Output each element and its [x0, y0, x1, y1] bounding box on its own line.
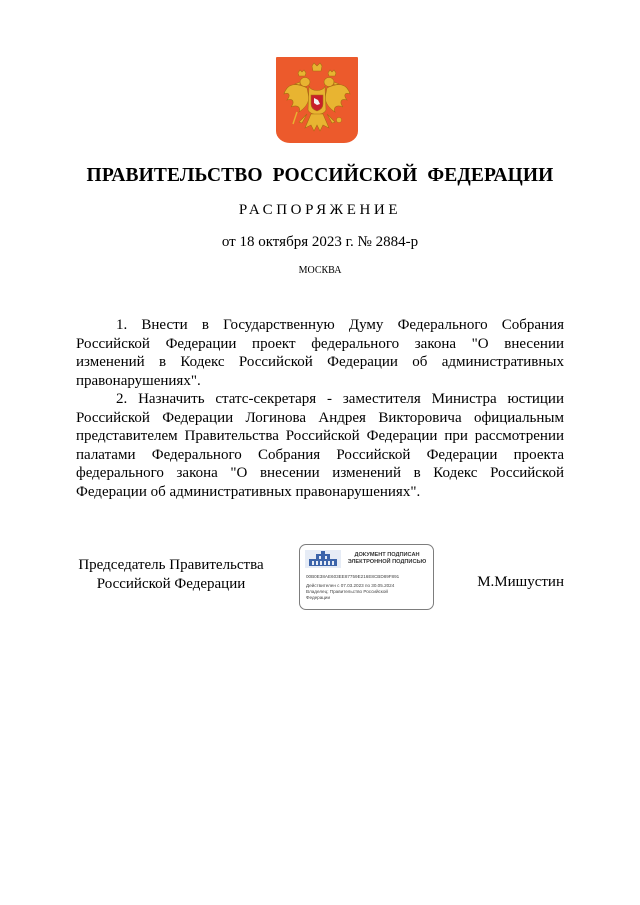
stamp-owner-line-2: Федерации: [306, 595, 331, 600]
signer-name: М.Мишустин: [477, 574, 564, 590]
document-city: МОСКВА: [298, 265, 342, 276]
signer-position-line-2: Российской Федерации: [96, 575, 246, 592]
government-title: ПРАВИТЕЛЬСТВО РОССИЙСКОЙ ФЕДЕРАЦИИ: [86, 165, 554, 186]
coat-of-arms-emblem: [276, 57, 358, 143]
government-building-icon: [305, 550, 341, 568]
paragraph-1: 1. Внести в Государственную Думу Федерального Собрания Российской Федерации проект федерального закона "О внесении изменений в Кодекс Российской Федерации об административных правонарушениях".: [76, 317, 564, 389]
stamp-validity: Действителен с 07.03.2023 по 30.05.2024: [306, 583, 395, 588]
double-headed-eagle-icon: [281, 62, 353, 138]
stamp-title-line-1: ДОКУМЕНТ ПОДПИСАН: [354, 552, 420, 558]
stamp-title-line-2: ЭЛЕКТРОННОЙ ПОДПИСЬЮ: [347, 559, 427, 565]
stamp-title: [344, 552, 430, 566]
document-type: РАСПОРЯЖЕНИЕ: [238, 202, 402, 218]
document-body: [76, 316, 564, 501]
paragraph-2: 2. Назначить статс-секретаря - заместителя Министра юстиции Российской Федерации Логинова Андрея Викторовича официальным представителем Правительства Российской Федерации при рассмотрении палатами Федерального Собрания Российской Федерации проекта федерального закона "О внесении изменений в Кодекс Российской Федерации об административных правонарушениях".: [76, 391, 564, 500]
signer-position-line-1: Председатель Правительства: [78, 557, 264, 573]
electronic-signature-stamp: [299, 544, 434, 610]
document-date-number: от 18 октября 2023 г. № 2884-р: [221, 234, 419, 250]
stamp-owner-line-1: Владелец: Правительство Российской: [306, 589, 388, 594]
stamp-certificate-serial: 00B0E38AE603EE87759E216E8CBD89F891: [306, 574, 400, 579]
signer-position: [70, 556, 272, 593]
